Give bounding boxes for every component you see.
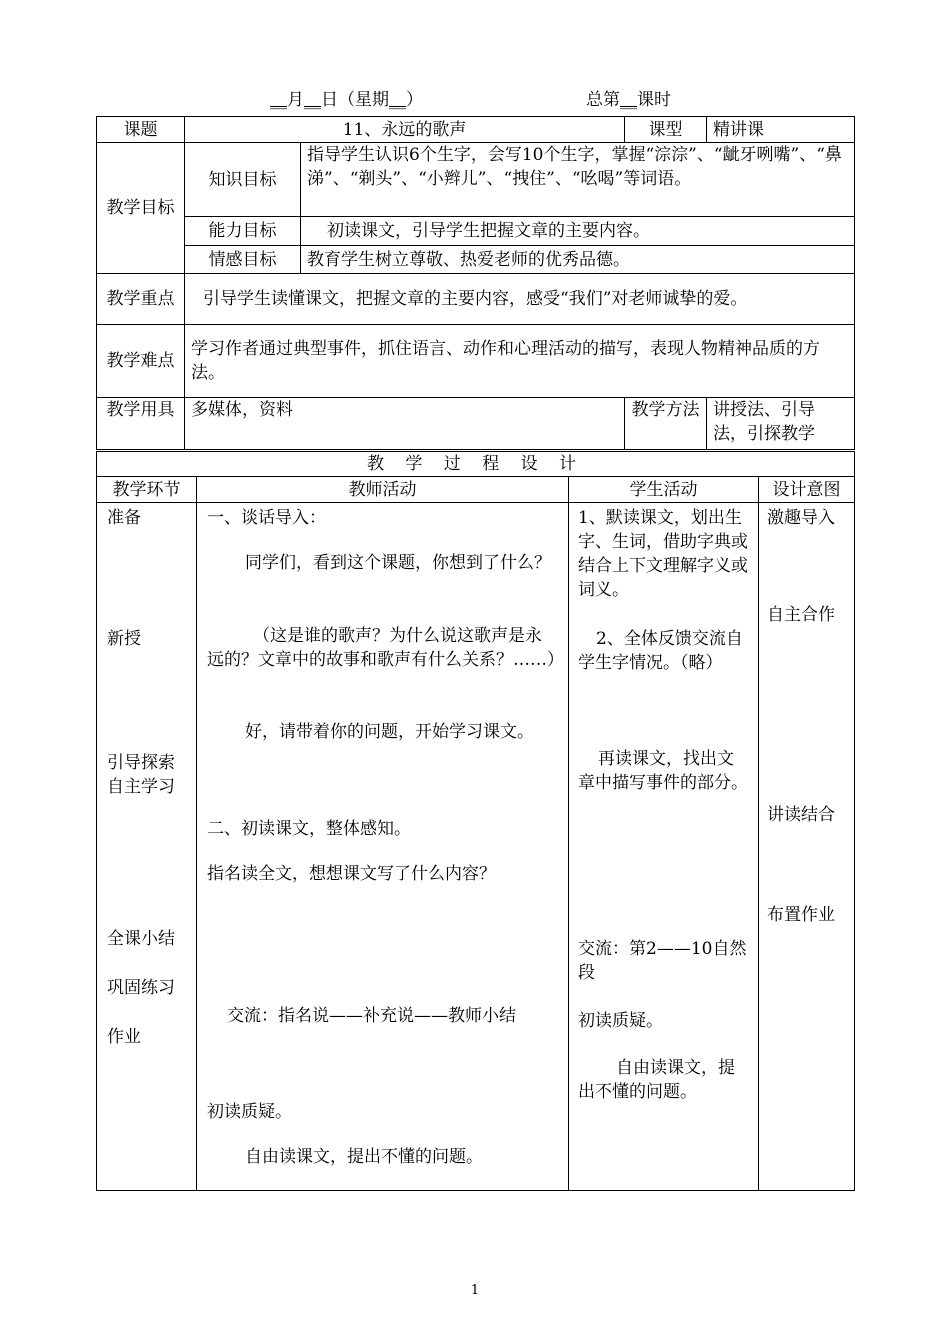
teacher-step-6: 指名读全文，想想课文写了什么内容？: [207, 864, 496, 884]
stage-column: [97, 503, 197, 1191]
intent-2: 自主合作: [767, 605, 835, 625]
teacher-step-5: 二、初读课文，整体感知。: [207, 819, 411, 839]
student-step-2: 2、全体反馈交流自学生字情况。（略）: [578, 629, 743, 673]
process-table: [96, 451, 855, 1191]
stage-homework: 作业: [107, 1027, 141, 1047]
lesson-plan-table: [96, 116, 855, 450]
stage-summary: 全课小结: [107, 929, 175, 949]
emotion-label: 情感目标: [185, 246, 301, 274]
emotion-row: [97, 246, 855, 274]
teacher-step-4: 好，请带着你的问题，开始学习课文。: [245, 722, 534, 742]
method-value: 讲授法、引导法，引探教学: [707, 398, 855, 450]
teacher-column: [197, 503, 569, 1191]
teacher-step-9: 自由读课文，提出不懂的问题。: [245, 1147, 483, 1167]
col-stage: 教学环节: [97, 477, 197, 503]
tools-value: 多媒体，资料: [185, 398, 625, 450]
topic-row: [97, 117, 855, 143]
intent-column: [759, 503, 855, 1191]
teacher-step-3: （这是谁的歌声？为什么说这歌声是永远的？文章中的故事和歌声有什么关系？……）: [207, 626, 564, 670]
col-student: 学生活动: [569, 477, 759, 503]
page-number: 1: [470, 1283, 480, 1298]
ability-label: 能力目标: [185, 217, 301, 246]
student-step-1: 1、默读课文，划出生字、生词，借助字典或结合上下文理解字义或词义。: [578, 508, 748, 600]
intent-1: 激趣导入: [767, 508, 835, 528]
method-label: 教学方法: [625, 398, 707, 450]
tools-row: [97, 398, 855, 450]
stage-new: 新授: [107, 629, 141, 649]
tools-label: 教学用具: [97, 398, 185, 450]
emotion-value: 教育学生树立尊敬、热爱老师的优秀品德。: [301, 246, 855, 274]
knowledge-value: 指导学生认识6个生字，会写10个生字，掌握“淙淙”、“龇牙咧嘴”、“鼻涕”、“剃头”、“小辫儿”、“拽住”、“吆喝”等词语。: [301, 143, 855, 217]
student-step-5: 初读质疑。: [578, 1011, 663, 1031]
difficulty-row: [97, 325, 855, 398]
stage-explore: 引导探索 自主学习: [107, 753, 175, 797]
student-step-6: 自由读课文，提出不懂的问题。: [578, 1058, 735, 1102]
type-label: 课型: [625, 117, 707, 143]
key-row: [97, 274, 855, 325]
lesson-count: 总第__课时: [586, 90, 671, 110]
type-value: 精讲课: [707, 117, 855, 143]
student-column: [569, 503, 759, 1191]
teacher-step-7: 交流：指名说——补充说——教师小结: [227, 1006, 516, 1026]
student-step-4: 交流：第2——10自然段: [578, 939, 747, 983]
process-body-row: [97, 503, 855, 1191]
key-value: 引导学生读懂课文，把握文章的主要内容，感受“我们”对老师诚挚的爱。: [185, 274, 855, 325]
goals-label: 教学目标: [97, 143, 185, 274]
col-intent: 设计意图: [759, 477, 855, 503]
ability-value: 初读课文，引导学生把握文章的主要内容。: [301, 217, 855, 246]
difficulty-value: 学习作者通过典型事件，抓住语言、动作和心理活动的描写，表现人物精神品质的方法。: [185, 325, 855, 398]
process-title: 教 学 过 程 设 计: [97, 452, 855, 477]
page-header: [0, 88, 950, 112]
process-header-row: [97, 477, 855, 503]
ability-row: [97, 217, 855, 246]
intent-3: 讲读结合: [767, 805, 835, 825]
topic-value: 11、永远的歌声: [185, 117, 625, 143]
knowledge-row: [97, 143, 855, 217]
col-teacher: 教师活动: [197, 477, 569, 503]
stage-practice: 巩固练习: [107, 978, 175, 998]
teacher-step-8: 初读质疑。: [207, 1102, 292, 1122]
difficulty-label: 教学难点: [97, 325, 185, 398]
student-step-3: 再读课文，找出文章中描写事件的部分。: [578, 749, 748, 793]
stage-prepare: 准备: [107, 508, 141, 528]
topic-label: 课题: [97, 117, 185, 143]
key-label: 教学重点: [97, 274, 185, 325]
date-line: __月__日（星期__）: [270, 90, 423, 110]
intent-4: 布置作业: [767, 905, 835, 925]
knowledge-label: 知识目标: [185, 143, 301, 217]
teacher-step-1: 一、谈话导入：: [207, 508, 326, 528]
teacher-step-2: 同学们，看到这个课题，你想到了什么？: [245, 553, 551, 573]
